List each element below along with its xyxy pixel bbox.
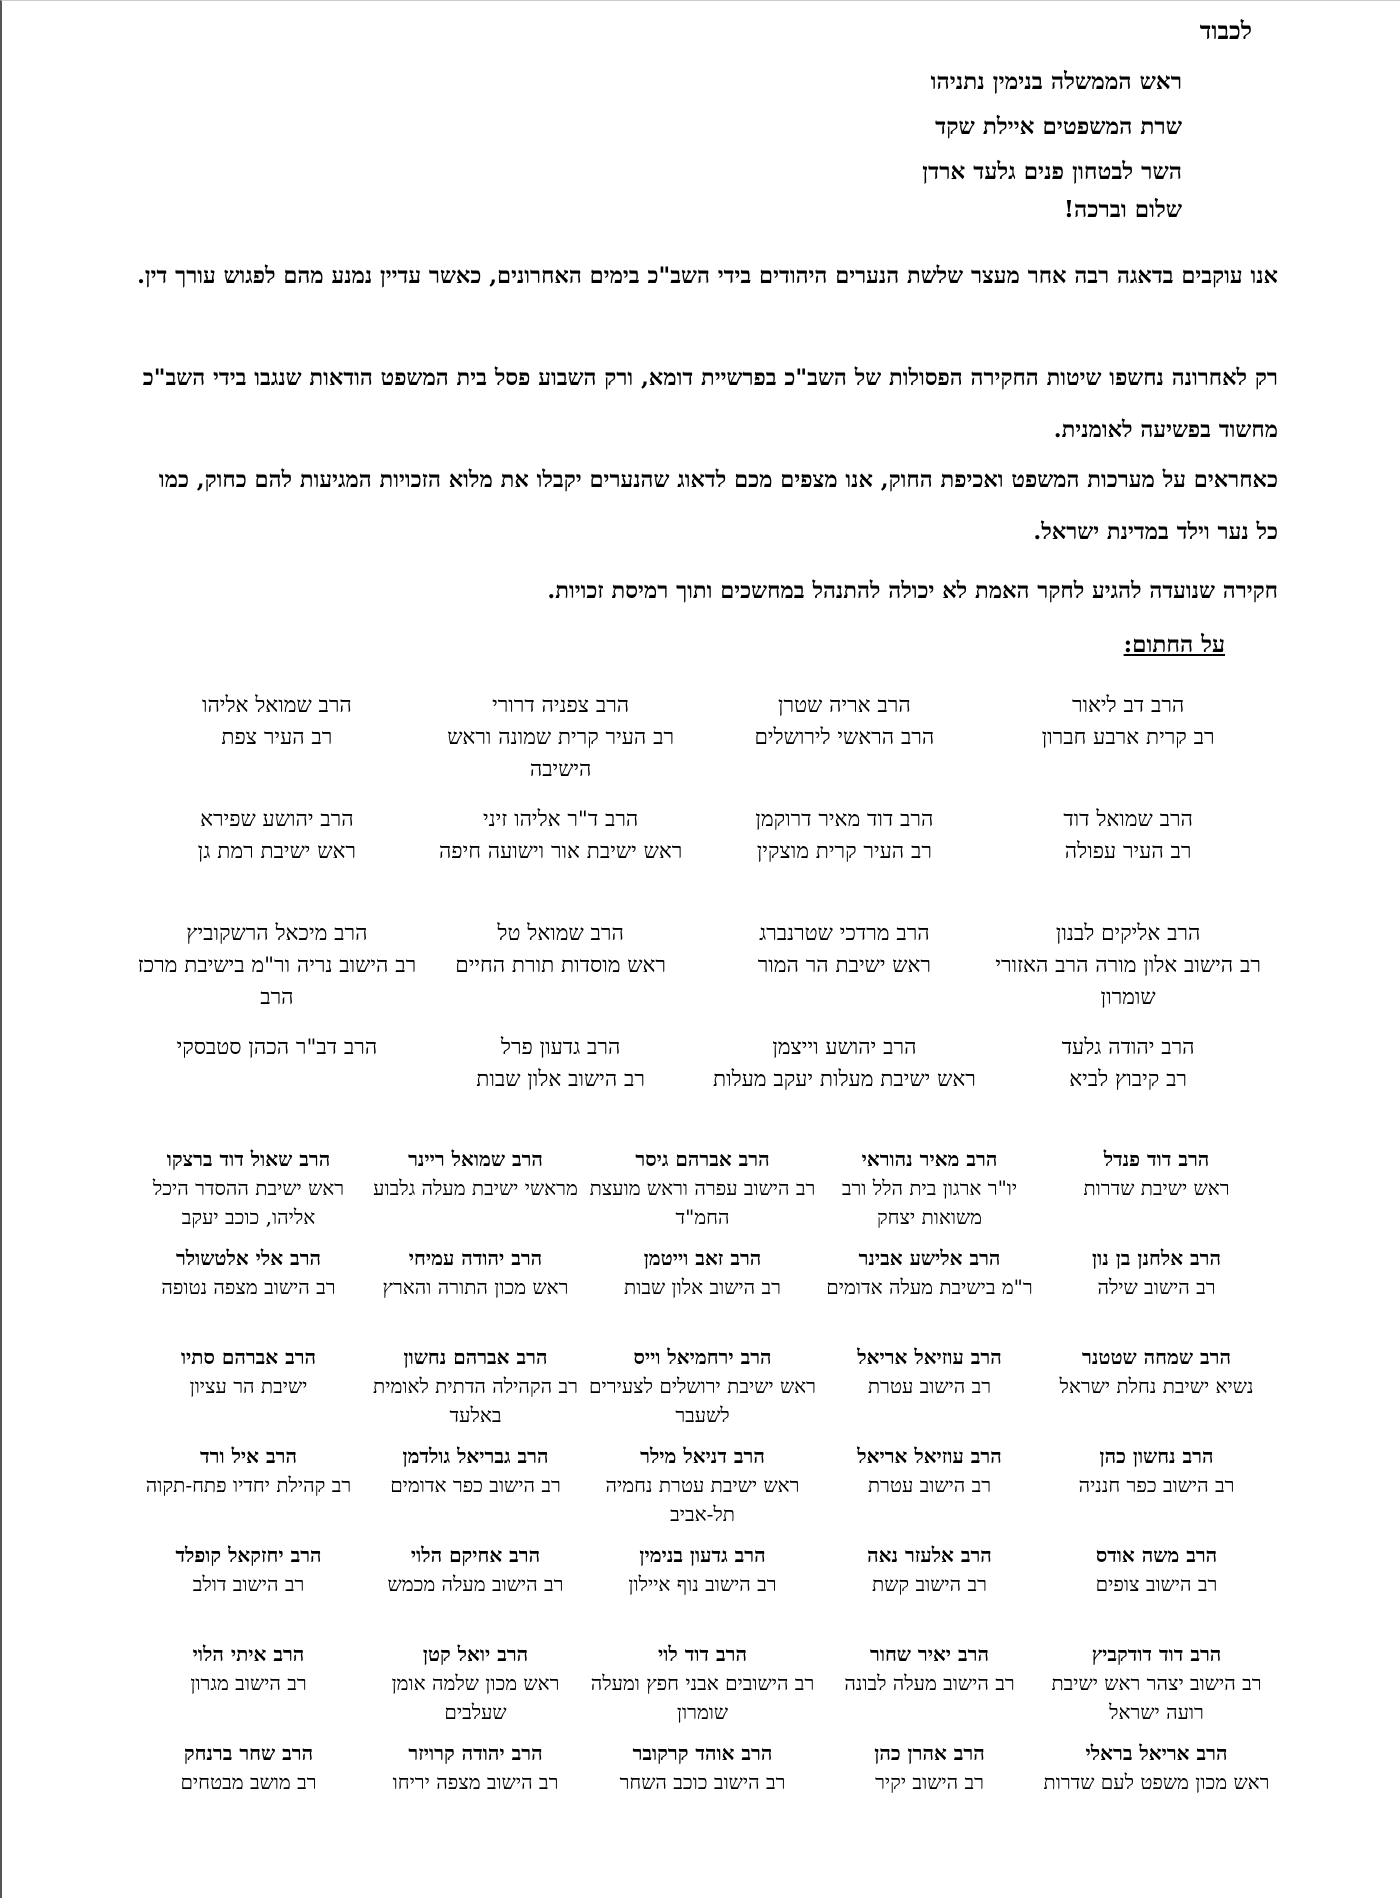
signatory-name: הרב דוד פנדל [1103, 1147, 1210, 1171]
signatory [1043, 1145, 1270, 1244]
signatory [135, 1244, 362, 1343]
signatory-title: ראש מוסדות תורת החיים [455, 953, 666, 978]
body-paragraph-4: חקירה שנועדה להגיע לחקר האמת לא יכולה להתנהל במחשכים ותוך רמיסת זכויות. [547, 578, 1278, 604]
signatory-title: רב הישוב כפר חנניה [1078, 1473, 1235, 1497]
signatory [986, 804, 1270, 918]
signatory-title: ראש ישיבת הר המור [757, 953, 931, 978]
signatory-name: הרב אלישע אבינר [858, 1246, 1001, 1270]
signatory [135, 1739, 362, 1838]
signatory-name: הרב אלעזר נאה [867, 1543, 992, 1567]
signatory [135, 918, 419, 1032]
signatory-name: הרב איל ורד [200, 1444, 297, 1468]
signatory [589, 1244, 816, 1343]
signatory-name: הרב משה אודס [1095, 1543, 1218, 1567]
signatory-name: הרב יאיר שחור [870, 1642, 989, 1666]
signatory [703, 804, 987, 918]
signatory [1043, 1541, 1270, 1640]
signatory-name: הרב גדעון בנימין [639, 1543, 766, 1567]
signatory-title: ראש ישיבת מעלות יעקב מעלות [712, 1067, 976, 1092]
signatories-grid-secondary [135, 1145, 1270, 1838]
signatory-name: הרב ירחמיאל וייס [633, 1345, 772, 1369]
signatory-title: מראשי ישיבת מעלה גלבוע [373, 1176, 578, 1200]
signatory-name: הרב שמואל טל [497, 921, 624, 946]
signatory-title: רב הישוב אלון שבות [624, 1275, 781, 1299]
signatory-title: ראש ישיבת עטרת נחמיה תל-אביב [605, 1473, 800, 1526]
signatory-title: רב הישוב קשת [872, 1572, 987, 1596]
signatory-name: הרב דב"ר הכהן סטבסקי [176, 1035, 378, 1060]
signatory [816, 1442, 1043, 1541]
signatory-title: רב הישוב מעלה מכמש [387, 1572, 564, 1596]
signatory-name: הרב שמואל ריינר [408, 1147, 543, 1171]
signatory-title: ראש מכון התורה והארץ [382, 1275, 569, 1299]
signatory-title: רב הישוב שילה [1097, 1275, 1216, 1299]
signatory [1043, 1640, 1270, 1739]
signatory-title: רב הישוב מצפה נטופה [161, 1275, 336, 1299]
signatory-name: הרב מיכאל הרשקוביץ [186, 921, 368, 946]
signatory-title: רב העיר עפולה [1064, 839, 1192, 864]
signatory-title: רב הישוב אלון שבות [476, 1067, 645, 1092]
signatory-name: הרב אברהם נחשון [403, 1345, 548, 1369]
signatory-name: הרב גדעון פרל [500, 1035, 621, 1060]
signatory-name: הרב גבריאל גולדמן [402, 1444, 549, 1468]
signatory-name: הרב אלי אלטשולר [175, 1246, 322, 1270]
signatory-name: הרב אלחנן בן נון [1092, 1246, 1221, 1270]
signatory-title: הרב הראשי לירושלים [754, 725, 935, 750]
signatory [986, 918, 1270, 1032]
signatory [589, 1541, 816, 1640]
signatory [816, 1541, 1043, 1640]
signatory [589, 1145, 816, 1244]
signatory-title: רב הישוב דולב [192, 1572, 305, 1596]
signatory-title: רב הישוב עטרת [867, 1473, 992, 1497]
signatory-title: יו"ר ארגון בית הלל ורב משואות יצחק [841, 1176, 1018, 1229]
signatory-title: רב הישוב צופים [1095, 1572, 1218, 1596]
signatory-title: רב העיר קרית מוצקין [756, 839, 932, 864]
body-paragraph-1: אנו עוקבים בדאגה רבה אחר מעצר שלשת הנערים היהודים בידי השב"כ בימים האחרונים, כאשר עדיין נמנע מהם לפגוש עורך דין. [137, 263, 1278, 289]
signatory-name: הרב עוזיאל אריאל [857, 1444, 1002, 1468]
signatory [362, 1640, 589, 1739]
signatory-name: הרב דוד דודקביץ [1091, 1642, 1222, 1666]
signatory-title: ישיבת הר עציון [189, 1374, 308, 1398]
signatory-title: רב הישוב כוכב השחר [619, 1770, 786, 1794]
signatory [135, 1541, 362, 1640]
signatory-name: הרב אליקים לבנון [1055, 921, 1201, 946]
signatory-name: הרב אברהם סתיו [180, 1345, 317, 1369]
signatory-title: ראש מכון משפט לעם שדרות [1043, 1770, 1270, 1794]
signatory [1043, 1343, 1270, 1442]
signatory [362, 1442, 589, 1541]
signatory-name: הרב אברהם גיסר [635, 1147, 770, 1171]
body-paragraph-3: כאחראים על מערכות המשפט ואכיפת החוק, אנו מצפים מכם לדאוג שהנערים יקבלו את מלוא הזכויות המגיעות להם כחוק, כמו כל נער וילד במדינת ישראל. [158, 467, 1278, 545]
signatory-name: הרב אחיקם הלוי [410, 1543, 541, 1567]
signatory [589, 1640, 816, 1739]
greeting: שלום וברכה! [1063, 196, 1182, 223]
signatory [362, 1541, 589, 1640]
signatory [135, 1343, 362, 1442]
signatory-title: רב מושב מבטחים [180, 1770, 317, 1794]
signatory-name: הרב אוהד קרקובר [632, 1741, 773, 1765]
signatory [135, 1145, 362, 1244]
signatory-title: ראש ישיבת אור וישועה חיפה [438, 839, 683, 864]
signatory-name: הרב מאיר נהוראי [861, 1147, 998, 1171]
signatory-title: רב הקהילה הדתית לאומית באלעד [373, 1374, 578, 1427]
signatory-title: ראש ישיבת ירושלים לצעירים לשעבר [589, 1374, 816, 1427]
signatory [1043, 1442, 1270, 1541]
signatory-name: הרב צפניה דרורי [492, 693, 630, 718]
addressee-line: ראש הממשלה בנימין נתניהו [930, 68, 1182, 95]
signatory-title: רב הישוב נריה ור"מ בישיבת מרכז הרב [137, 953, 417, 1010]
signatory-name: הרב שמואל אליהו [201, 693, 352, 718]
signatory-name: הרב עוזיאל אריאל [857, 1345, 1002, 1369]
signatory-name: הרב יהודה גלעד [1061, 1035, 1195, 1060]
signatory-title: רב הישוב כפר אדומים [390, 1473, 561, 1497]
signatory-name: הרב דוד לוי [658, 1642, 747, 1666]
signatory-name: הרב שמחה שטטנר [1082, 1345, 1231, 1369]
addressee-list [922, 62, 1182, 197]
signatory-name: הרב אהרן כהן [874, 1741, 985, 1765]
signatory-title: ר"מ בישיבת מעלה אדומים [826, 1275, 1033, 1299]
signatory-title: רב קהילת יחדיו פתח-תקוה [145, 1473, 352, 1497]
signatory [703, 690, 987, 804]
signatory [362, 1244, 589, 1343]
signatory [816, 1640, 1043, 1739]
signatory-title: ראש ישיבת רמת גן [197, 839, 356, 864]
signatory-name: הרב שחר ברנחק [183, 1741, 314, 1765]
signatory [419, 690, 703, 804]
signatory-name: הרב יחזקאל קופלד [175, 1543, 322, 1567]
signatory-title: רב הישובים אבני חפץ ומעלה שומרון [590, 1671, 815, 1724]
signatory-title: רב הישוב אלון מורה הרב האזורי שומרון [995, 953, 1261, 1010]
signatory-name: הרב מרדכי שטרנברג [759, 921, 930, 946]
signatory-name: הרב יהושע שפירא [200, 807, 354, 832]
signatory-title: רב הישוב יקיר [875, 1770, 984, 1794]
signatory [135, 690, 419, 804]
body-paragraph-2: רק לאחרונה נחשפו שיטות החקירה הפסולות של השב"כ בפרשיית דומא, ורק השבוע פסל בית המשפט הודאות שנגבו בידי השב"כ מחשוד בפשיעה לאומנית. [142, 365, 1278, 443]
signatory-title: נשיא ישיבת נחלת ישראל [1059, 1374, 1254, 1398]
signatory-name: הרב שאול דוד ברצקו [166, 1147, 331, 1171]
signatory [419, 918, 703, 1032]
signatory [703, 918, 987, 1032]
salutation: לכבוד [1199, 16, 1252, 45]
signatory-name: הרב יואל קטן [422, 1642, 529, 1666]
signatory [986, 1032, 1270, 1146]
signatory-name: הרב ד"ר אליהו זיני [482, 807, 639, 832]
signatory-name: הרב זאב וייטמן [643, 1246, 762, 1270]
signatory [135, 1032, 419, 1146]
signatory [816, 1739, 1043, 1838]
signatory-name: הרב אריה שטרן [778, 693, 911, 718]
signatory-title: רב הישוב מצפה יריחו [392, 1770, 559, 1794]
signatory-title: רב הישוב עטרת [867, 1374, 992, 1398]
signatory [703, 1032, 987, 1146]
addressee-line: השר לבטחון פנים גלעד ארדן [922, 158, 1182, 185]
signatory [362, 1343, 589, 1442]
signatory-name: הרב נחשון כהן [1099, 1444, 1214, 1468]
signatory [986, 690, 1270, 804]
signatory-name: הרב שמואל דוד [1063, 807, 1193, 832]
signatories-grid-primary [135, 690, 1270, 1146]
signatory [1043, 1244, 1270, 1343]
signatory-title: ראש ישיבת ההסדר היכל אליהו, כוכב יעקב [152, 1176, 345, 1229]
signatory [362, 1145, 589, 1244]
signatory [816, 1343, 1043, 1442]
signatory-title: ראש ישיבת שדרות [1083, 1176, 1230, 1200]
signatory-name: הרב דוד מאיר דרוקמן [755, 807, 934, 832]
signatory-name: הרב יהושע וייצמן [772, 1035, 917, 1060]
signatory [362, 1739, 589, 1838]
signatory [135, 1442, 362, 1541]
signatory [1043, 1739, 1270, 1838]
signatory-name: הרב יהודה קרויזר [408, 1741, 543, 1765]
signatory-name: הרב יהודה עמיחי [408, 1246, 543, 1270]
signatory [589, 1739, 816, 1838]
signatory-title: רב העיר קרית שמונה וראש הישיבה [447, 725, 675, 782]
signatory-title: רב העיר צפת [221, 725, 333, 750]
signatory-name: הרב דניאל מילר [640, 1444, 765, 1468]
signatory-title: ראש מכון שלמה אומן שעלבים [391, 1671, 560, 1724]
signatory [135, 804, 419, 918]
signatories-heading: על החתום: [1123, 631, 1225, 658]
signatory [589, 1442, 816, 1541]
signatory-name: הרב אריאל בראלי [1085, 1741, 1228, 1765]
signatory [816, 1145, 1043, 1244]
signatory [816, 1244, 1043, 1343]
signatory-name: הרב דב ליאור [1071, 693, 1185, 718]
signatory [419, 804, 703, 918]
signatory-title: רב הישוב מגרון [190, 1671, 307, 1695]
signatory [419, 1032, 703, 1146]
signatory [589, 1343, 816, 1442]
signatory-title: רב הישוב עפרה וראש מועצת החמ"ד [589, 1176, 816, 1229]
signatory-title: רב קרית ארבע חברון [1041, 725, 1215, 750]
addressee-line: שרת המשפטים איילת שקד [935, 113, 1182, 140]
signatory [135, 1640, 362, 1739]
signatory-title: רב הישוב יצהר ראש ישיבת רועה ישראל [1051, 1671, 1262, 1724]
signatory-title: רב קיבוץ לביא [1069, 1067, 1187, 1092]
signatory-title: רב הישוב מעלה לבונה [844, 1671, 1015, 1695]
signatory-title: רב הישוב נוף איילון [628, 1572, 777, 1596]
signatory-name: הרב איתי הלוי [192, 1642, 305, 1666]
